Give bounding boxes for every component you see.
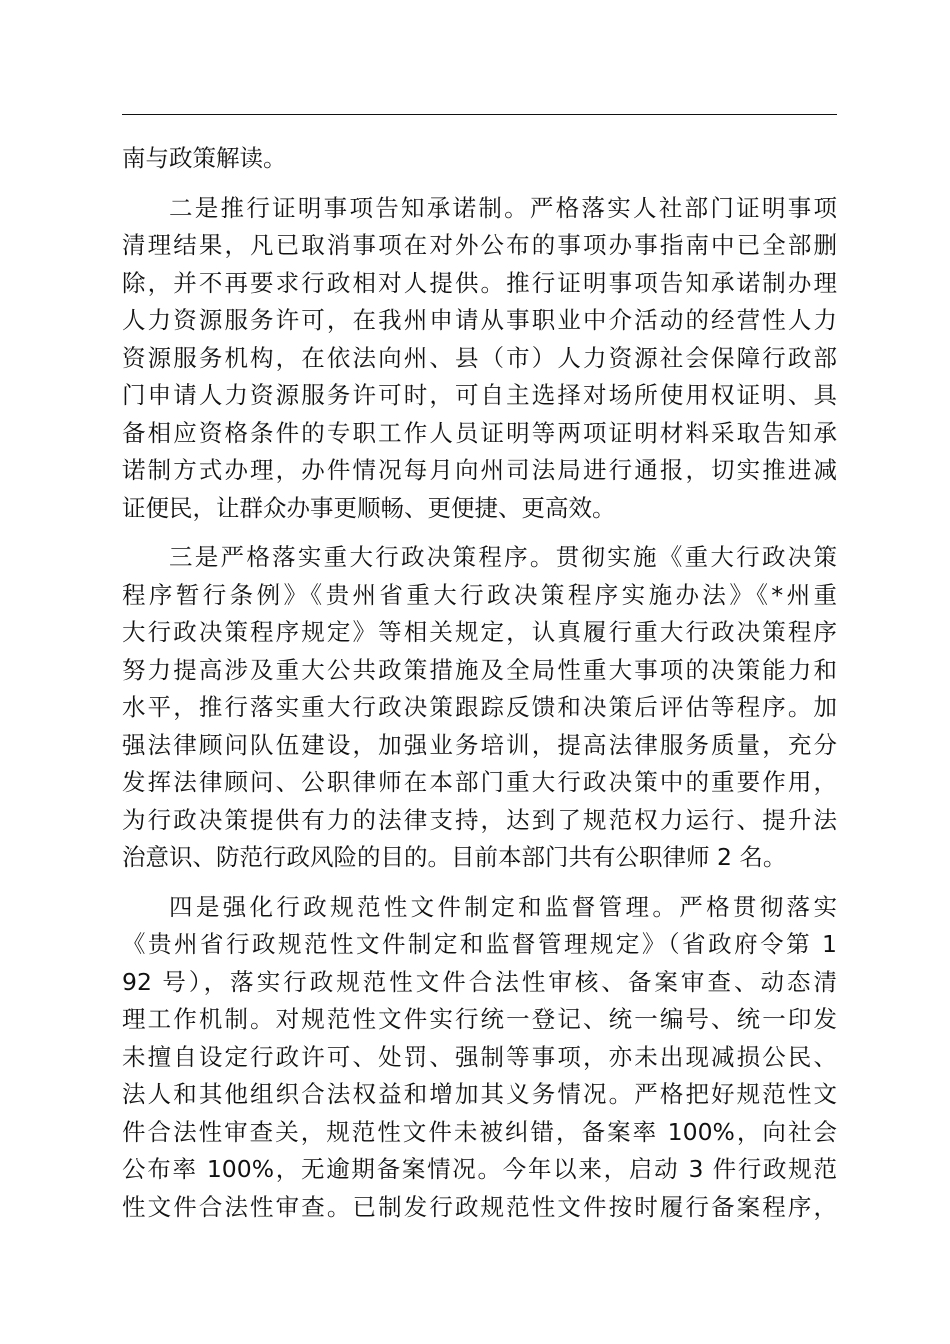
- paragraph-line: 诺制方式办理，办件情况每月向州司法局进行通报，切实推进减: [122, 456, 837, 484]
- paragraph-line: 努力提高涉及重大公共政策措施及全局性重大事项的决策能力和: [122, 655, 837, 684]
- paragraph-line: 南与政策解读。: [122, 144, 287, 172]
- paragraph-line: 未擅自设定行政许可、处罚、强制等事项，亦未出现减损公民、: [122, 1042, 837, 1071]
- paragraph-line: 理工作机制。对规范性文件实行统一登记、统一编号、统一印发: [122, 1005, 837, 1033]
- paragraph-line: 件合法性审查关，规范性文件未被纠错，备案率 100%，向社会: [122, 1117, 837, 1146]
- paragraph-line: 法人和其他组织合法权益和增加其义务情况。严格把好规范性文: [122, 1080, 837, 1108]
- paragraph-line: 三是严格落实重大行政决策程序。贯彻实施《重大行政决策: [169, 543, 837, 571]
- paragraph-line: 《贵州省行政规范性文件制定和监督管理规定》（省政府令第 1: [122, 930, 837, 958]
- paragraph-line: 水平，推行落实重大行政决策跟踪反馈和决策后评估等程序。加: [122, 693, 837, 721]
- paragraph-line: 备相应资格条件的专职工作人员证明等两项证明材料采取告知承: [122, 418, 837, 447]
- paragraph-line: 四是强化行政规范性文件制定和监督管理。严格贯彻落实: [169, 892, 837, 921]
- body-text: [122, 140, 837, 1226]
- paragraph-line: 公布率 100%，无逾期备案情况。今年以来，启动 3 件行政规范: [122, 1155, 837, 1183]
- paragraph-line: 人力资源服务许可，在我州申请从事职业中介活动的经营性人力: [122, 306, 837, 334]
- paragraph-line: 大行政决策程序规定》等相关规定，认真履行重大行政决策程序: [122, 618, 837, 646]
- paragraph-line: 除，并不再要求行政相对人提供。推行证明事项告知承诺制办理: [122, 268, 837, 297]
- header-rule: [122, 114, 837, 115]
- paragraph-line: 性文件合法性审查。已制发行政规范性文件按时履行备案程序，: [122, 1192, 837, 1221]
- paragraph-line: 发挥法律顾问、公职律师在本部门重大行政决策中的重要作用，: [122, 768, 837, 796]
- paragraph-line: 强法律顾问队伍建设，加强业务培训，提高法律服务质量，充分: [122, 730, 837, 759]
- paragraph-line: 为行政决策提供有力的法律支持，达到了规范权力运行、提升法: [122, 805, 837, 834]
- paragraph-line: 二是推行证明事项告知承诺制。严格落实人社部门证明事项: [169, 193, 837, 222]
- paragraph-line: 门申请人力资源服务许可时，可自主选择对场所使用权证明、具: [122, 381, 837, 409]
- paragraph-line: 治意识、防范行政风险的目的。目前本部门共有公职律师 2 名。: [122, 843, 787, 871]
- paragraph-line: 程序暂行条例》《贵州省重大行政决策程序实施办法》《*州重: [122, 580, 837, 609]
- paragraph-line: 证便民，让群众办事更顺畅、更便捷、更高效。: [122, 493, 616, 522]
- paragraph-line: 92 号），落实行政规范性文件合法性审核、备案审查、动态清: [122, 967, 837, 996]
- paragraph-line: 清理结果，凡已取消事项在对外公布的事项办事指南中已全部删: [122, 231, 837, 259]
- paragraph-line: 资源服务机构，在依法向州、县（市）人力资源社会保障行政部: [122, 343, 837, 372]
